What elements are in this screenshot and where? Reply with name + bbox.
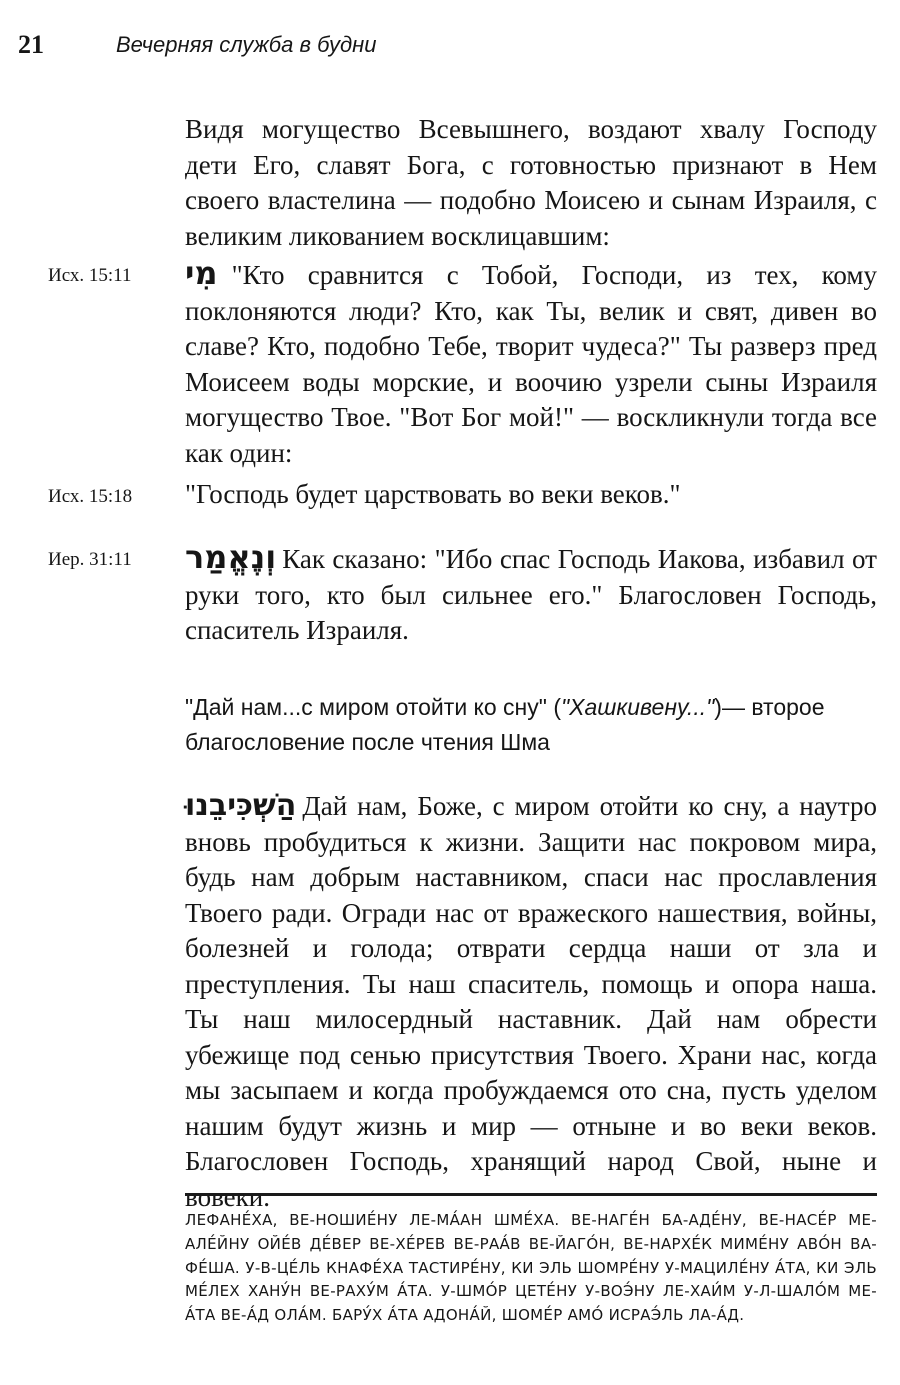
hebrew-keyword-hashkivenu: הַשְׁכִּיבֵנוּ [185, 788, 297, 823]
section-heading-part2: )— второе благословение после чтения Шма [185, 694, 825, 755]
section-heading [185, 690, 885, 760]
verse-reference-2: Исх. 15:18 [48, 486, 133, 507]
footnote-divider [185, 1193, 877, 1196]
running-title: Вечерняя служба в будни [116, 32, 377, 57]
prayer-text: Дай нам, Боже, с миром отойти ко сну, а наутро вновь пробудиться к жизни. Защити нас покровом мира, будь нам добрым наставником, спаси нас прославления Твоего ради. Огради нас от вражеского нашествия, войны, болезней и голода; отврати сердца наши от зла и преступления. Ты наш спаситель, помощь и опора наша. Ты наш милосердный наставник. Дай нам обрести убежище под сенью присутствия Твоего. Храни нас, когда мы засыпаем и когда пробуждаемся ото сна, пусть уделом нашим будут жизнь и мир — отныне и во веки веков. Благословен Господь, хранящий народ Свой, ныне и вовеки. [185, 791, 877, 1212]
verse-paragraph-3 [185, 540, 877, 649]
transliteration-text: ЛЕФАНЕ́ХА, ВЕ-HОШИЕ́НУ ЛЕ-МА́АН ШМЕ́ХА. ВЕ-HАГЕ́Н БА-АДЕ́НУ, ВЕ-HАСЕ́Р МЕ-АЛЕ́ЙНУ ОЙЕ́В ДЕ́ВЕР ВЕ-ХЕ́РЕВ ВЕ-РАА́В ВЕ-ЙАГО́Н, ВЕ-HАРХЕ́К МИМЕ́НУ АВО́Н ВА-ФЕ́ША. У-В-ЦЕ́ЛЬ КНАФЕ́ХА ТАСТИРЕ́НУ, КИ ЭЛЬ ШОМРЕ́НУ У-МАЦИЛЕ́НУ А́ТА, КИ ЭЛЬ МЕ́ЛЕХ ХАНУ́Н ВЕ-РАХУ́М А́ТА. У-ШМО́Р ЦЕТЕ́НУ У-ВОЭ́НУ ЛЕ-ХАИ́М У-Л-ШАЛО́М МЕ-А́ТА ВЕ-А́Д ОЛА́М. БАРУ́Х А́ТА АДОНА́Й, ШОМЕ́Р АМО́ ИСРАЭ́ЛЬ ЛА-А́Д. [185, 1211, 877, 1325]
hebrew-keyword-mi: מִי [185, 254, 218, 292]
verse-paragraph-1 [185, 256, 877, 471]
section-heading-italic: "Хашкивену..." [560, 694, 715, 720]
verse-text-1: "Кто сравнится с Тобой, Господи, из тех, кому поклоняются люди? Кто, как Ты, велик и свят, дивен во славе? Кто, подобно Тебе, творит чудеса?" Ты разверз пред Моисеем воды морские, и воочию узрели сыны Израиля могущество Твое. "Вот Бог мой!" — воскликнули тогда все как один: [185, 260, 877, 468]
verse-text-3: Как сказано: "Ибо спас Господь Иакова, избавил от руки того, кто был сильнее его." Благословен Господь, спаситель Израиля. [185, 544, 877, 645]
section-heading-part1: "Дай нам...с миром отойти ко сну" ( [185, 694, 561, 720]
verse-reference-3: Иер. 31:11 [48, 549, 132, 570]
transliteration-block [185, 1209, 877, 1328]
intro-text: Видя могущество Всевышнего, воздают хвалу Господу дети Его, славят Бога, с готовностью признают в Нем своего властелина — подобно Моисею и сынам Израиля, с великим ликованием восклицавшим: [185, 114, 877, 251]
verse-reference-1: Исх. 15:11 [48, 265, 132, 286]
verse-text-2: "Господь будет царствовать во веки веков." [185, 479, 681, 509]
prayer-paragraph [185, 788, 877, 1215]
page-number: 21 [18, 30, 44, 59]
verse-paragraph-2 [185, 477, 877, 513]
hebrew-keyword-veneemar: וְנֶאֱמַר [185, 538, 277, 576]
intro-paragraph [185, 112, 877, 254]
